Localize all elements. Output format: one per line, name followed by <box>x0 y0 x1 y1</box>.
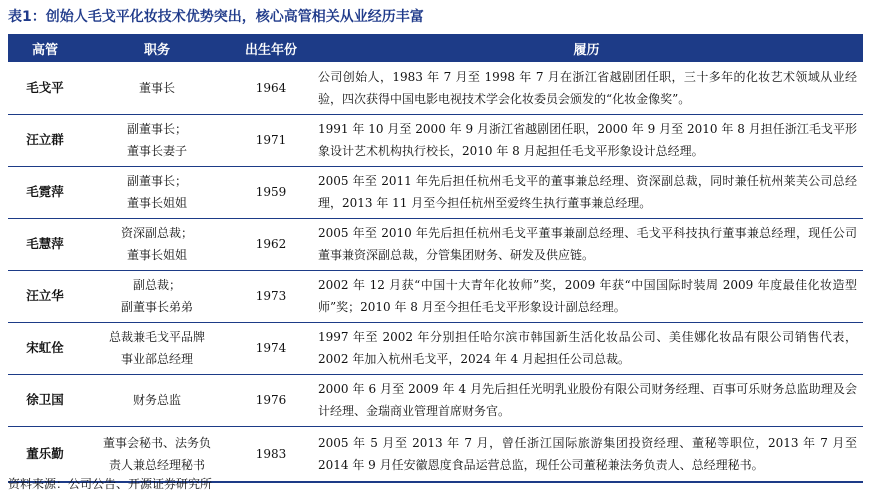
position-line: 董事长姐姐 <box>126 248 187 262</box>
executive-resume: 2005 年至 2010 年先后担任杭州毛戈平董事兼副总经理、毛戈平科技执行董事兼总经理，现任公司董事兼资深副总裁，分管集团财务、研发及供应链。 <box>310 218 863 270</box>
position-line: 董事长妻子 <box>126 144 187 158</box>
position-line: 副董事长弟弟 <box>120 300 193 314</box>
executive-resume: 1997 年至 2002 年分别担任哈尔滨市韩国新生活化妆品公司、美佳娜化妆品有限公司销售代表，2002 年加入杭州毛戈平，2024 年 4 月起担任公司总裁。 <box>310 322 863 374</box>
executive-birth-year: 1983 <box>232 426 310 482</box>
table-header-row <box>8 34 863 62</box>
header-position: 职务 <box>82 34 232 62</box>
executive-birth-year: 1971 <box>232 114 310 166</box>
table-row <box>8 322 863 374</box>
executive-name: 毛慧萍 <box>8 218 82 270</box>
executive-name: 董乐勤 <box>8 426 82 482</box>
table-row <box>8 114 863 166</box>
executive-birth-year: 1976 <box>232 374 310 426</box>
executive-resume: 公司创始人，1983 年 7 月至 1998 年 7 月在浙江省越剧团任职，三十多年的化妆艺术领域从业经验，四次获得中国电影电视技术学会化妆委员会颁发的“化妆金像奖”。 <box>310 62 863 114</box>
position-line: 副总裁； <box>132 278 181 292</box>
executive-position <box>82 374 232 426</box>
position-line: 董事会秘书、法务负 <box>102 435 211 450</box>
executive-position <box>82 322 232 374</box>
position-line: 副董事长； <box>126 174 187 188</box>
table-row <box>8 166 863 218</box>
executive-birth-year: 1964 <box>232 62 310 114</box>
source-note: 资料来源：公司公告、开源证券研究所 <box>8 477 213 491</box>
position-line: 总裁兼毛戈平品牌 <box>108 330 205 344</box>
position-line: 资深副总裁； <box>120 226 193 240</box>
executive-resume: 2005 年至 2011 年先后担任杭州毛戈平的董事兼总经理、资深副总裁，同时兼任杭州莱芙公司总经理，2013 年 11 月至今担任杭州至爱终生执行董事兼总经理。 <box>310 166 863 218</box>
executive-resume: 2005 年 5 月至 2013 年 7 月，曾任浙江国际旅游集团投资经理、董秘等职位，2013 年 7 月至 2014 年 9 月任安徽恩度食品运营总监，现任公司董秘兼法务负责人、总经理秘书。 <box>310 426 863 482</box>
executive-name: 汪立群 <box>8 114 82 166</box>
executive-resume: 2000 年 6 月至 2009 年 4 月先后担任光明乳业股份有限公司财务经理、百事可乐财务总监助理及会计经理、金瑞商业管理首席财务官。 <box>310 374 863 426</box>
executive-name: 毛霓萍 <box>8 166 82 218</box>
executive-name: 汪立华 <box>8 270 82 322</box>
table-row <box>8 62 863 114</box>
table-title: 表1：创始人毛戈平化妆技术优势突出，核心高管相关从业经历丰富 <box>8 9 424 25</box>
table-row <box>8 270 863 322</box>
executive-birth-year: 1973 <box>232 270 310 322</box>
executive-birth-year: 1959 <box>232 166 310 218</box>
executive-resume: 1991 年 10 月至 2000 年 9 月浙江省越剧团任职，2000 年 9 月至 2010 年 8 月担任浙江毛戈平形象设计艺术机构执行校长，2010 年 8 月起担任毛戈平形象设计总经理。 <box>310 114 863 166</box>
table-row <box>8 218 863 270</box>
executive-birth-year: 1962 <box>232 218 310 270</box>
executive-position <box>82 62 232 114</box>
executive-birth-year: 1974 <box>232 322 310 374</box>
executive-position <box>82 218 232 270</box>
table-row <box>8 374 863 426</box>
header-birth-year: 出生年份 <box>232 34 310 62</box>
executive-name: 毛戈平 <box>8 62 82 114</box>
executive-resume: 2002 年 12 月获“中国十大青年化妆师”奖，2009 年获“中国国际时装周 2009 年度最佳化妆造型师”奖；2010 年 8 月至今担任毛戈平形象设计副总经理。 <box>310 270 863 322</box>
executive-position <box>82 114 232 166</box>
executive-name: 徐卫国 <box>8 374 82 426</box>
position-line: 责人兼总经理秘书 <box>108 457 205 472</box>
header-name: 高管 <box>8 34 82 62</box>
executive-position <box>82 270 232 322</box>
position-line: 董事长姐姐 <box>126 196 187 210</box>
position-line: 财务总监 <box>132 393 181 407</box>
executive-position <box>82 166 232 218</box>
position-line: 董事长 <box>138 80 175 95</box>
position-line: 事业部总经理 <box>120 352 193 366</box>
position-line: 副董事长； <box>126 122 187 136</box>
executives-table <box>8 34 863 483</box>
header-resume: 履历 <box>310 34 863 62</box>
executive-name: 宋虹佺 <box>8 322 82 374</box>
